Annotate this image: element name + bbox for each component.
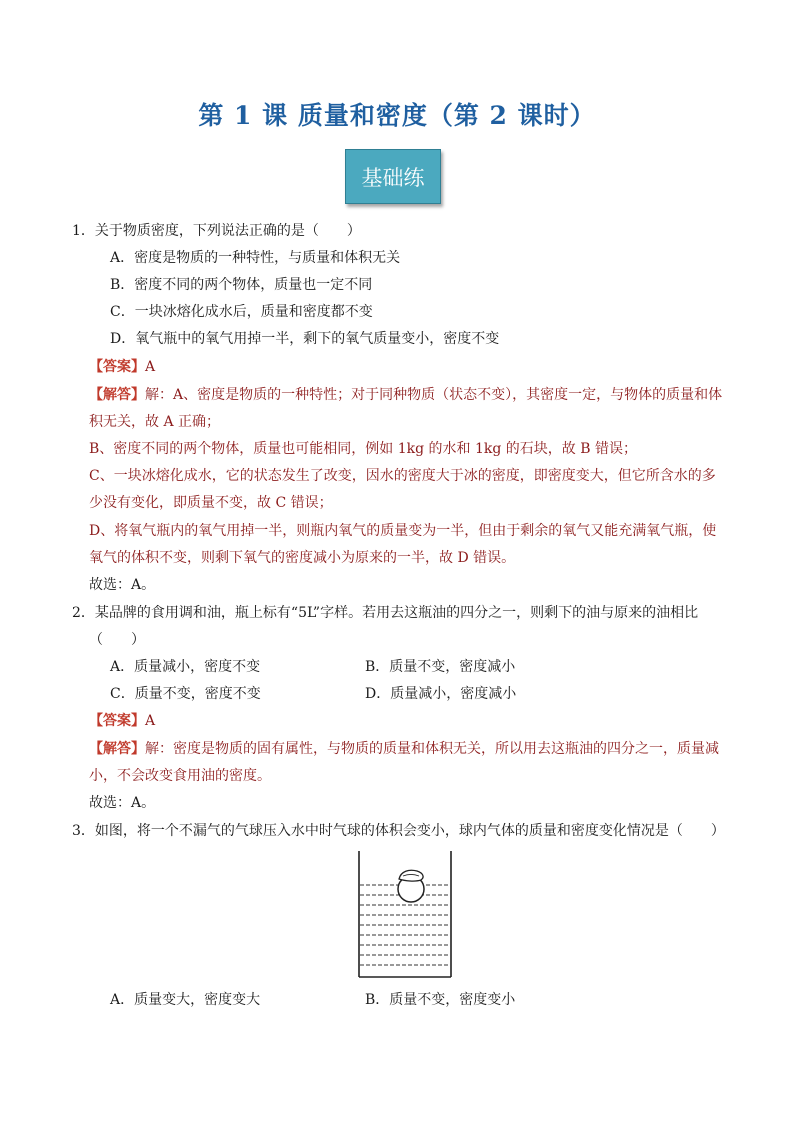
- q2-answer-value: A: [145, 713, 156, 729]
- q2-stem-line-2: （ ）: [89, 632, 145, 648]
- q1-analysis-line-3: B、密度不同的两个物体，质量也可能相同，例如 1kg 的水和 1kg 的石块，故 B 错误；: [89, 441, 637, 457]
- q2-choose: 故选：A。: [89, 795, 156, 811]
- q2-option-a: A．质量减小，密度不变: [110, 659, 261, 675]
- q1-stem: 1．关于物质密度，下列说法正确的是（ ）: [72, 223, 361, 239]
- q2-analysis-line-1: [89, 739, 719, 759]
- q1-analysis-line-2: 积无关，故 A 正确；: [89, 414, 221, 430]
- q1-analysis-line-6: D、将氧气瓶内的氧气用掉一半，则瓶内氧气的质量变为一半，但由于剩余的氧气又能充满氧气瓶，使: [89, 523, 717, 539]
- q2-answer: [89, 711, 155, 731]
- hand-icon: [399, 870, 423, 881]
- q1-analysis-tag: 【解答】: [89, 387, 145, 403]
- q1-analysis-text-1: 解：A、密度是物质的一种特性；对于同种物质（状态不变），其密度一定，与物体的质量和体: [145, 387, 723, 403]
- lesson-title: 第 1 课 质量和密度（第 2 课时）: [198, 101, 596, 130]
- q1-analysis-line-7: 氧气的体积不变，则剩下氧气的密度减小为原来的一半，故 D 错误。: [89, 550, 516, 566]
- q2-analysis-text-1: 解：密度是物质的固有属性，与物质的质量和体积无关，所以用去这瓶油的四分之一，质量减: [145, 741, 719, 757]
- q3-option-b: B．质量不变，密度变小: [365, 992, 516, 1008]
- q1-answer-tag: 【答案】: [89, 359, 145, 375]
- q1-answer-value: A: [145, 359, 156, 375]
- q1-option-c: C．一块冰熔化成水后，质量和密度都不变: [110, 304, 373, 320]
- q2-option-b: B．质量不变，密度减小: [365, 659, 516, 675]
- q3-stem: 3．如图，将一个不漏气的气球压入水中时气球的体积会变小，球内气体的质量和密度变化情况是（ ）: [72, 823, 725, 839]
- beaker-balloon-figure: [355, 851, 455, 979]
- q1-option-a: A．密度是物质的一种特性，与质量和体积无关: [110, 250, 401, 266]
- q2-analysis-line-2: 小，不会改变食用油的密度。: [89, 768, 271, 784]
- q2-analysis-tag: 【解答】: [89, 741, 145, 757]
- q1-analysis-line-4: C、一块冰熔化成水，它的状态发生了改变，因水的密度大于冰的密度，即密度变大，但它所含水的多: [89, 468, 716, 484]
- q1-analysis-line-1: [89, 385, 722, 405]
- section-label-box: [345, 149, 441, 204]
- q1-option-b: B．密度不同的两个物体，质量也一定不同: [110, 277, 373, 293]
- q2-option-c: C．质量不变，密度不变: [110, 686, 261, 702]
- q1-option-d: D．氧气瓶中的氧气用掉一半，剩下的氧气质量变小，密度不变: [110, 331, 500, 347]
- q3-option-a: A．质量变大，密度变大: [110, 992, 261, 1008]
- q1-choose: 故选：A。: [89, 577, 156, 593]
- q2-option-d: D．质量减小，密度减小: [365, 686, 517, 702]
- q1-analysis-line-5: 少没有变化，即质量不变，故 C 错误；: [89, 495, 333, 511]
- q1-answer: [89, 357, 155, 377]
- q2-answer-tag: 【答案】: [89, 713, 145, 729]
- q2-stem-line-1: 2．某品牌的食用调和油，瓶上标有“5L”字样。若用去这瓶油的四分之一，则剩下的油与原来的油相比: [72, 605, 699, 621]
- section-label: 基础练: [361, 165, 425, 190]
